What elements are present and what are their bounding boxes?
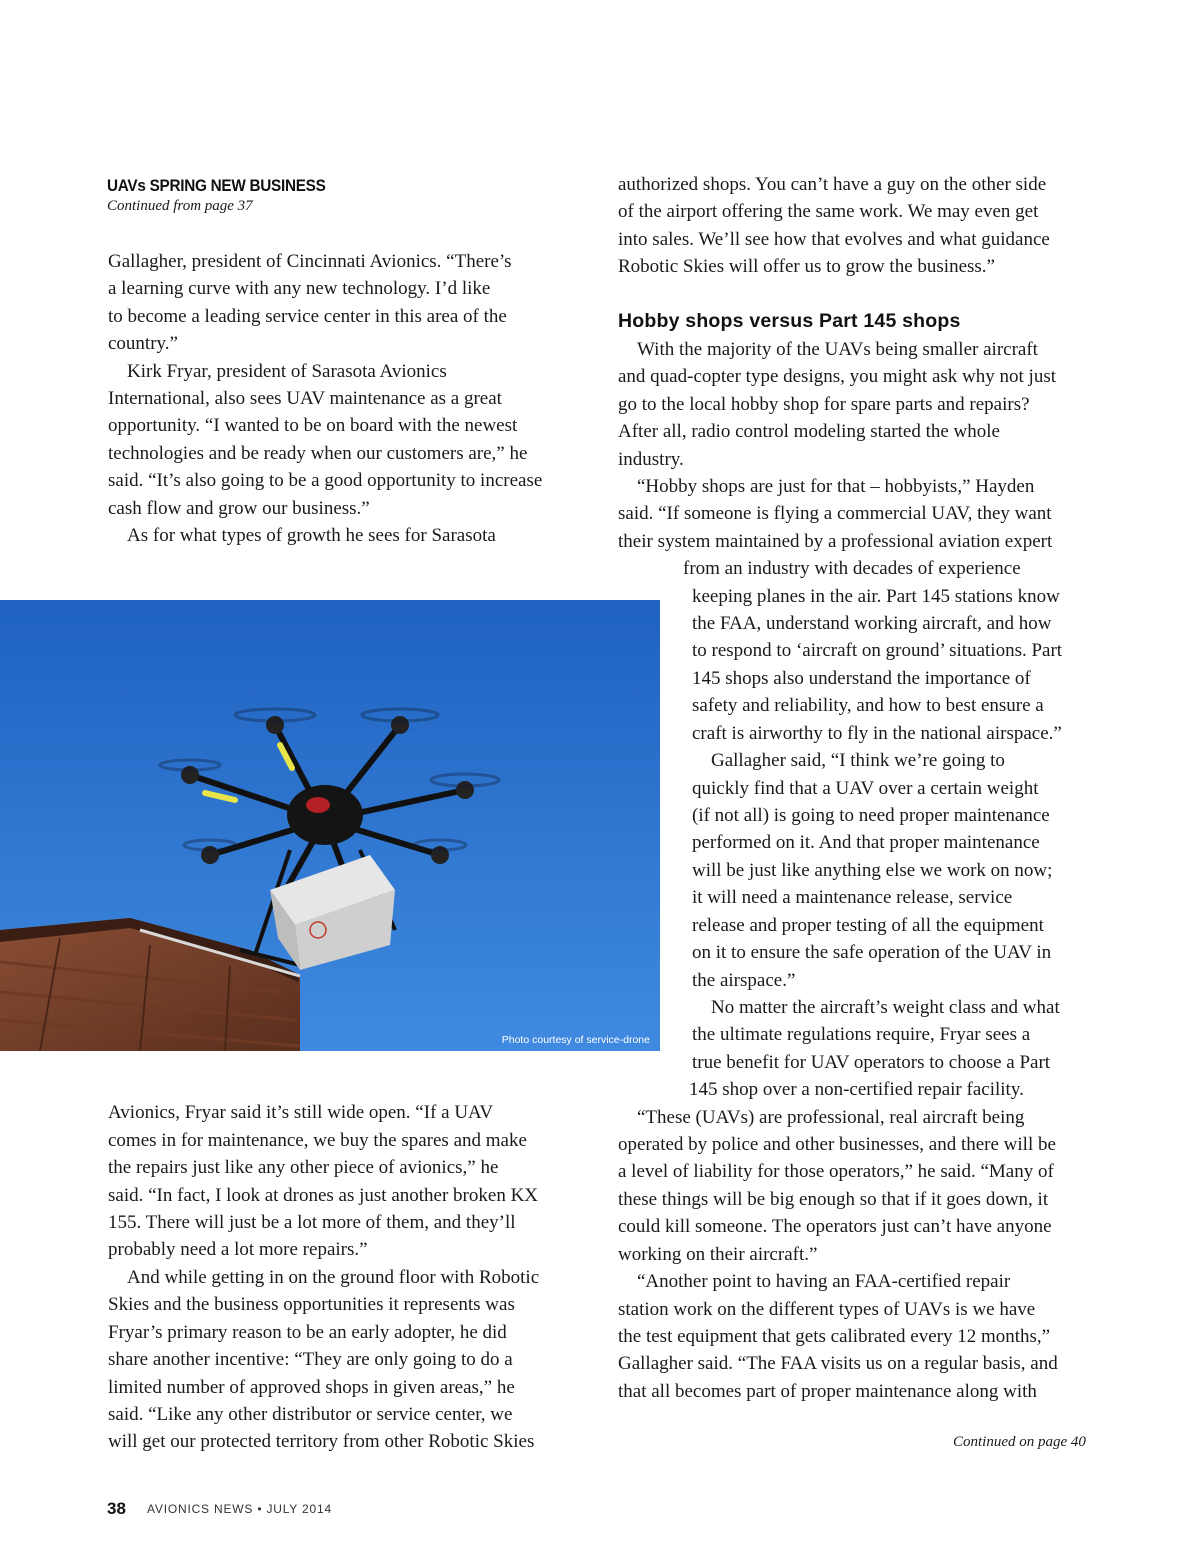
text-line: 145 shops also understand the importance of [692,668,1031,689]
text-line: performed on it. And that proper maintenance [692,832,1040,853]
text-line: safety and reliability, and how to best ensure a [692,695,1044,716]
text-line: probably need a lot more repairs.” [108,1239,368,1260]
text-line: working on their aircraft.” [618,1244,818,1265]
text-line: 145 shop over a non-certified repair facility. [689,1079,1024,1100]
text-line: “Hobby shops are just for that – hobbyists,” Hayden [637,476,1035,497]
text-line: quickly find that a UAV over a certain weight [692,778,1039,799]
text-line: Avionics, Fryar said it’s still wide open. “If a UAV [108,1102,494,1123]
text-line: will get our protected territory from other Robotic Skies [108,1431,535,1452]
text-line: that all becomes part of proper maintenance along with [618,1381,1037,1402]
text-line: the repairs just like any other piece of avionics,” he [108,1157,499,1178]
text-line: on it to ensure the safe operation of the UAV in [692,942,1052,963]
text-line: go to the local hobby shop for spare parts and repairs? [618,394,1030,415]
text-line: the ultimate regulations require, Fryar sees a [692,1024,1031,1045]
text-line: keeping planes in the air. Part 145 stations know [692,586,1060,607]
text-line: said. “If someone is flying a commercial UAV, they want [618,503,1052,524]
text-line: and quad-copter type designs, you might ask why not just [618,366,1056,387]
page-number: 38 [107,1499,126,1518]
text-line: Gallagher said, “I think we’re going to [711,750,1005,771]
text-line: share another incentive: “They are only going to do a [108,1349,513,1370]
text-line: it will need a maintenance release, service [692,887,1013,908]
text-line: will be just like anything else we work on now; [692,860,1053,881]
text-line: Gallagher, president of Cincinnati Avionics. “There’s [108,251,512,272]
text-line: release and proper testing of all the equipment [692,915,1044,936]
continued-on-note: Continued on page 40 [953,1434,1086,1450]
text-line: Gallagher said. “The FAA visits us on a regular basis, and [618,1353,1058,1374]
text-line: craft is airworthy to fly in the national airspace.” [692,723,1062,744]
text-line: a learning curve with any new technology. I’d like [108,278,491,299]
text-line: “Another point to having an FAA-certified repair [637,1271,1011,1292]
text-line: With the majority of the UAVs being smaller aircraft [637,339,1038,360]
section-kicker: UAVs SPRING NEW BUSINESS [107,176,326,195]
text-line: a level of liability for those operators,” he said. “Many of [618,1161,1054,1182]
text-line: to respond to ‘aircraft on ground’ situations. Part [692,640,1063,661]
text-line: limited number of approved shops in given areas,” he [108,1377,515,1398]
text-line: Fryar’s primary reason to be an early adopter, he did [108,1322,507,1343]
text-line: the airspace.” [692,970,796,991]
text-line: true benefit for UAV operators to choose a Part [692,1052,1051,1073]
text-line: said. “In fact, I look at drones as just another broken KX [108,1185,539,1206]
text-line: cash flow and grow our business.” [108,498,370,519]
text-line: International, also sees UAV maintenance as a great [108,388,502,409]
text-line: And while getting in on the ground floor with Robotic [127,1267,540,1288]
text-line: from an industry with decades of experience [683,558,1021,579]
text-line: could kill someone. The operators just can’t have anyone [618,1216,1052,1237]
text-line: Robotic Skies will offer us to grow the business.” [618,256,995,277]
text-line: authorized shops. You can’t have a guy on the other side [618,174,1047,195]
text-line: said. “Like any other distributor or service center, we [108,1404,513,1425]
text-line: the test equipment that gets calibrated every 12 months,” [618,1326,1051,1347]
text-line: After all, radio control modeling started the whole [618,421,1000,442]
text-line: these things will be big enough so that if it goes down, it [618,1189,1049,1210]
text-line: 155. There will just be a lot more of them, and they’ll [108,1212,516,1233]
section-subhead: Hobby shops versus Part 145 shops [618,310,961,332]
drone-photo [0,600,660,1051]
text-line: (if not all) is going to need proper maintenance [692,805,1050,826]
text-line: Skies and the business opportunities it represents was [108,1294,515,1315]
photo-credit: Photo courtesy of service-drone [501,1034,650,1046]
text-line: to become a leading service center in this area of the [108,306,507,327]
continued-from-note: Continued from page 37 [107,198,253,214]
text-line: station work on the different types of UAVs is we have [618,1299,1036,1320]
text-line: of the airport offering the same work. We may even get [618,201,1039,222]
publication-line: AVIONICS NEWS • JULY 2014 [147,1502,332,1516]
text-line: No matter the aircraft’s weight class and what [711,997,1060,1018]
text-line: opportunity. “I wanted to be on board with the newest [108,415,518,436]
text-line: country.” [108,333,178,354]
text-line: industry. [618,449,684,470]
text-line: “These (UAVs) are professional, real aircraft being [637,1107,1025,1128]
text-line: their system maintained by a professional aviation expert [618,531,1053,552]
text-line: Kirk Fryar, president of Sarasota Avionics [127,361,447,382]
text-line: the FAA, understand working aircraft, and how [692,613,1052,634]
text-line: As for what types of growth he sees for Sarasota [127,525,496,546]
text-line: said. “It’s also going to be a good opportunity to increase [108,470,543,491]
text-line: operated by police and other businesses, and there will be [618,1134,1056,1155]
text-line: into sales. We’ll see how that evolves and what guidance [618,229,1050,250]
text-line: comes in for maintenance, we buy the spares and make [108,1130,527,1151]
drone-body [287,785,363,845]
text-line: technologies and be ready when our customers are,” he [108,443,528,464]
